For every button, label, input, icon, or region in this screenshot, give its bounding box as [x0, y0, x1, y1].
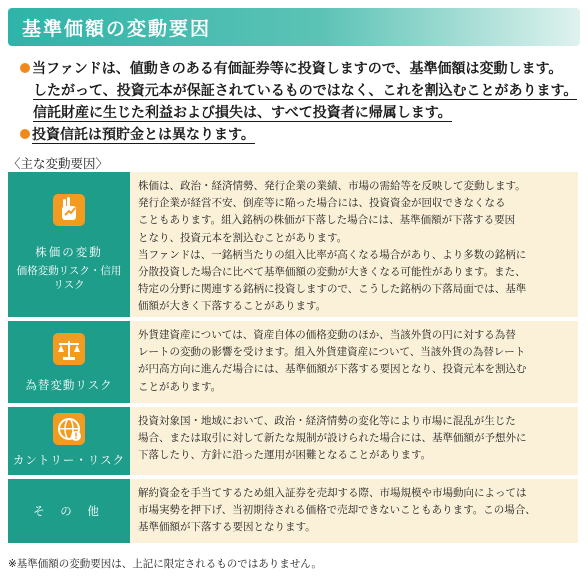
description-line: 外貨建資産については、資産自体の価格変動のほか、当該外貨の円に対する為替: [138, 329, 516, 341]
bullet-dot-icon: [20, 129, 30, 139]
description-line: となり、投資元本を割込むことがあります。: [138, 231, 348, 244]
globe-warning-icon: [53, 413, 85, 445]
risk-description: [130, 479, 578, 543]
description-line: こともあります。組入銘柄の株価が下落した場合には、基準価額が下落する要因: [138, 214, 516, 227]
risk-row-stock: [8, 172, 578, 321]
risk-description: [130, 321, 578, 403]
risk-label-cell: [8, 407, 130, 475]
bullet-item: [20, 80, 580, 102]
description-line: 分散投資した場合に比べて基準価額の変動が大きくなる可能性があります。また、: [138, 266, 526, 279]
risk-row-currency: [8, 321, 578, 407]
risk-sublabel: 価格変動リスク・信用リスク: [16, 265, 122, 291]
description-line: 発行企業が経営不安、倒産等に陥った場合には、投資資金が回収できなくなる: [138, 197, 506, 210]
risk-label-cell: [8, 172, 130, 317]
section-title: 基準価額の変動要因: [22, 18, 212, 40]
description-line: 場合、または取引に対して新たな規制が設けられた場合には、基準価額が予想外に: [138, 432, 527, 445]
key-points: [20, 58, 580, 146]
risk-label: 為替変動リスク: [25, 378, 113, 392]
description-line: 市場実勢を押下げ、当初期待される価格で売却できないこともあります。この場合、: [138, 504, 536, 517]
footnote: ※基準価額の変動要因は、上記に限定されるものではありません。: [8, 558, 322, 570]
bullet-item: [20, 58, 580, 80]
description-line: が円高方向に進んだ場合には、基準価額が下落する要因となり、投資元本を割込む: [138, 363, 527, 376]
description-line: 価額が大きく下落することがあります。: [138, 300, 327, 313]
risk-table: [8, 172, 578, 547]
description-line: ことがあります。: [138, 380, 222, 393]
description-line: 株価は、政治・経済情勢、発行企業の業績、市場の需給等を反映して変動します。: [138, 180, 526, 192]
description-line: レートの変動の影響を受けます。組入外貨建資産について、当該外貨の為替レート: [138, 346, 526, 359]
description-line: 下落したり、方針に沿った運用が困難となることがあります。: [138, 449, 432, 462]
risk-label: 株価の変動: [35, 245, 103, 259]
bullet-text: 投資信託は預貯金とは異なります。: [32, 127, 255, 143]
description-line: 解約資金を手当てするため組入証券を売却する際、市場規模や市場動向によっては: [138, 487, 527, 499]
risk-description: [130, 172, 578, 317]
bullet-item: [20, 124, 580, 146]
risk-label-cell: [8, 321, 130, 403]
bullet-text: 信託財産に生じた利益および損失は、すべて投資者に帰属します。: [33, 105, 452, 121]
description-line: 特定の分野に関連する銘柄に投資しますので、こうした銘柄の下落局面では、基準: [138, 283, 527, 296]
risk-description: [130, 407, 578, 475]
description-line: 基準価額が下落する要因となります。: [138, 521, 316, 534]
risk-row-other: [8, 479, 578, 547]
bullet-dot-icon: [20, 63, 30, 73]
bullet-item: [20, 102, 580, 124]
currency-scale-icon: [53, 333, 85, 365]
bullet-text: したがって、投資元本が保証されているものではなく、これを割込むことがあります。: [33, 83, 578, 99]
risk-label-cell: [8, 479, 130, 543]
stock-hand-icon: [53, 194, 85, 226]
bullet-text: 当ファンドは、値動きのある有価証券等に投資しますので、基準価額は変動します。: [32, 61, 563, 77]
risk-row-country: [8, 407, 578, 479]
description-line: 当ファンドは、一銘柄当たりの組入比率が高くなる場合があり、より多数の銘柄に: [138, 248, 527, 261]
subheading: 〈主な変動要因〉: [8, 156, 109, 171]
description-line: 投資対象国・地域において、政治・経済情勢の変化等により市場に混乱が生じた: [138, 415, 516, 427]
section-header: [8, 8, 580, 46]
risk-label: カントリー・リスク: [12, 453, 126, 467]
risk-label: そ の 他: [33, 504, 105, 518]
